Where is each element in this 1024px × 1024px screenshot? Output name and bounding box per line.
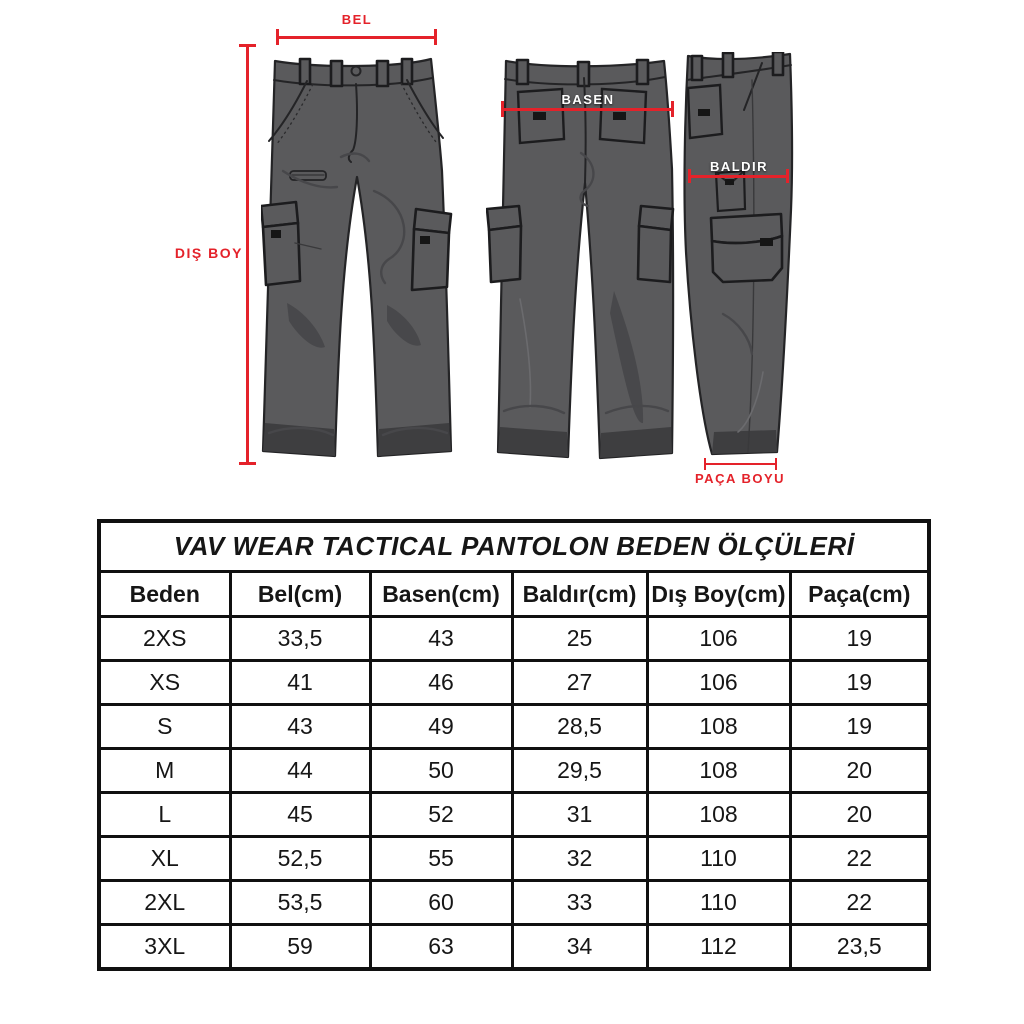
back-right-cargo-pocket [638, 226, 671, 282]
dis-boy-measure-tick-bottom [239, 462, 256, 465]
column-header: Paça(cm) [790, 572, 929, 617]
table-row [99, 793, 929, 837]
belt-loop [773, 52, 783, 75]
table-row [99, 881, 929, 925]
measure-value-cell: 44 [230, 749, 370, 793]
measure-value-cell: 106 [647, 617, 790, 661]
side-cargo-velcro [760, 238, 773, 246]
column-header: Bel(cm) [230, 572, 370, 617]
size-label-cell: L [99, 793, 230, 837]
table-title-row [99, 521, 929, 572]
basen-measure-tick-left [501, 101, 504, 117]
column-header: Dış Boy(cm) [647, 572, 790, 617]
measure-value-cell: 60 [370, 881, 512, 925]
bel-measure-tick-right [434, 29, 437, 45]
baldir-measure-line [690, 175, 788, 178]
table-row [99, 925, 929, 970]
paca-boyu-measure-tick-left [704, 458, 706, 470]
waist-button [352, 67, 361, 76]
measure-value-cell: 53,5 [230, 881, 370, 925]
basen-measure-label: BASEN [561, 92, 615, 107]
paca-boyu-measure-tick-right [775, 458, 777, 470]
dis-boy-measure-line [246, 46, 249, 465]
pants-front-view [261, 53, 453, 472]
column-header: Basen(cm) [370, 572, 512, 617]
front-right-cargo-pocket [412, 229, 449, 290]
size-label-cell: XL [99, 837, 230, 881]
measure-value-cell: 46 [370, 661, 512, 705]
table-header-row [99, 572, 929, 617]
table-row [99, 705, 929, 749]
belt-loop [692, 56, 702, 80]
front-left-cargo-velcro [271, 230, 281, 238]
belt-loop [517, 60, 528, 84]
belt-loop [377, 61, 388, 86]
back-left-pocket-velcro [533, 112, 546, 120]
size-label-cell: S [99, 705, 230, 749]
measure-value-cell: 45 [230, 793, 370, 837]
measure-value-cell: 32 [512, 837, 647, 881]
measure-value-cell: 63 [370, 925, 512, 970]
size-table [97, 519, 931, 971]
measure-value-cell: 22 [790, 881, 929, 925]
dis-boy-measure-label: DIŞ BOY [174, 245, 243, 261]
bel-measure-tick-left [276, 29, 279, 45]
basen-measure-line [503, 108, 673, 111]
bel-measure-label: BEL [341, 12, 373, 27]
back-left-cargo-pocket [489, 226, 521, 282]
belt-loop [300, 59, 310, 84]
measure-value-cell: 108 [647, 705, 790, 749]
pants-back-view [486, 55, 676, 467]
belt-loop [331, 61, 342, 86]
measure-value-cell: 33,5 [230, 617, 370, 661]
measure-value-cell: 19 [790, 661, 929, 705]
measure-value-cell: 23,5 [790, 925, 929, 970]
table-row [99, 661, 929, 705]
measure-value-cell: 33 [512, 881, 647, 925]
measure-value-cell: 34 [512, 925, 647, 970]
side-hip-pocket-velcro [698, 109, 710, 116]
size-label-cell: XS [99, 661, 230, 705]
front-left-cargo-pocket [263, 223, 300, 285]
baldir-measure-tick-left [688, 169, 691, 183]
measure-value-cell: 20 [790, 793, 929, 837]
measure-value-cell: 43 [370, 617, 512, 661]
column-header: Baldır(cm) [512, 572, 647, 617]
belt-loop [637, 60, 648, 84]
table-body [99, 617, 929, 970]
paca-boyu-measure-line [706, 463, 776, 465]
measure-value-cell: 50 [370, 749, 512, 793]
measure-value-cell: 110 [647, 837, 790, 881]
front-right-cargo-velcro [420, 236, 430, 244]
size-label-cell: 3XL [99, 925, 230, 970]
pants-side-view [678, 52, 798, 466]
measure-value-cell: 29,5 [512, 749, 647, 793]
measure-value-cell: 59 [230, 925, 370, 970]
measure-value-cell: 22 [790, 837, 929, 881]
dis-boy-measure-tick-top [239, 44, 256, 47]
size-label-cell: 2XL [99, 881, 230, 925]
baldir-measure-tick-right [786, 169, 789, 183]
measure-value-cell: 108 [647, 793, 790, 837]
basen-measure-tick-right [671, 101, 674, 117]
table-row [99, 837, 929, 881]
belt-loop [723, 53, 733, 77]
table-title: VAV WEAR TACTICAL PANTOLON BEDEN ÖLÇÜLERİ [99, 521, 929, 572]
baldir-measure-label: BALDIR [709, 159, 769, 174]
measure-value-cell: 19 [790, 617, 929, 661]
measure-value-cell: 52,5 [230, 837, 370, 881]
measure-value-cell: 20 [790, 749, 929, 793]
measure-value-cell: 112 [647, 925, 790, 970]
size-label-cell: 2XS [99, 617, 230, 661]
back-left-hem-shade [498, 427, 568, 457]
measure-value-cell: 43 [230, 705, 370, 749]
measure-value-cell: 106 [647, 661, 790, 705]
measure-value-cell: 55 [370, 837, 512, 881]
paca-boyu-measure-label: PAÇA BOYU [694, 471, 786, 486]
measure-value-cell: 41 [230, 661, 370, 705]
size-label-cell: M [99, 749, 230, 793]
measure-value-cell: 110 [647, 881, 790, 925]
table-row [99, 617, 929, 661]
bel-measure-line [277, 36, 437, 39]
back-right-pocket-velcro [613, 112, 626, 120]
side-small-pocket-velcro [725, 179, 734, 185]
table-row [99, 749, 929, 793]
measure-value-cell: 27 [512, 661, 647, 705]
column-header: Beden [99, 572, 230, 617]
measure-value-cell: 28,5 [512, 705, 647, 749]
side-hem-shade [712, 430, 777, 454]
measure-value-cell: 19 [790, 705, 929, 749]
measure-value-cell: 31 [512, 793, 647, 837]
measure-value-cell: 52 [370, 793, 512, 837]
measure-value-cell: 49 [370, 705, 512, 749]
measure-value-cell: 108 [647, 749, 790, 793]
measure-value-cell: 25 [512, 617, 647, 661]
